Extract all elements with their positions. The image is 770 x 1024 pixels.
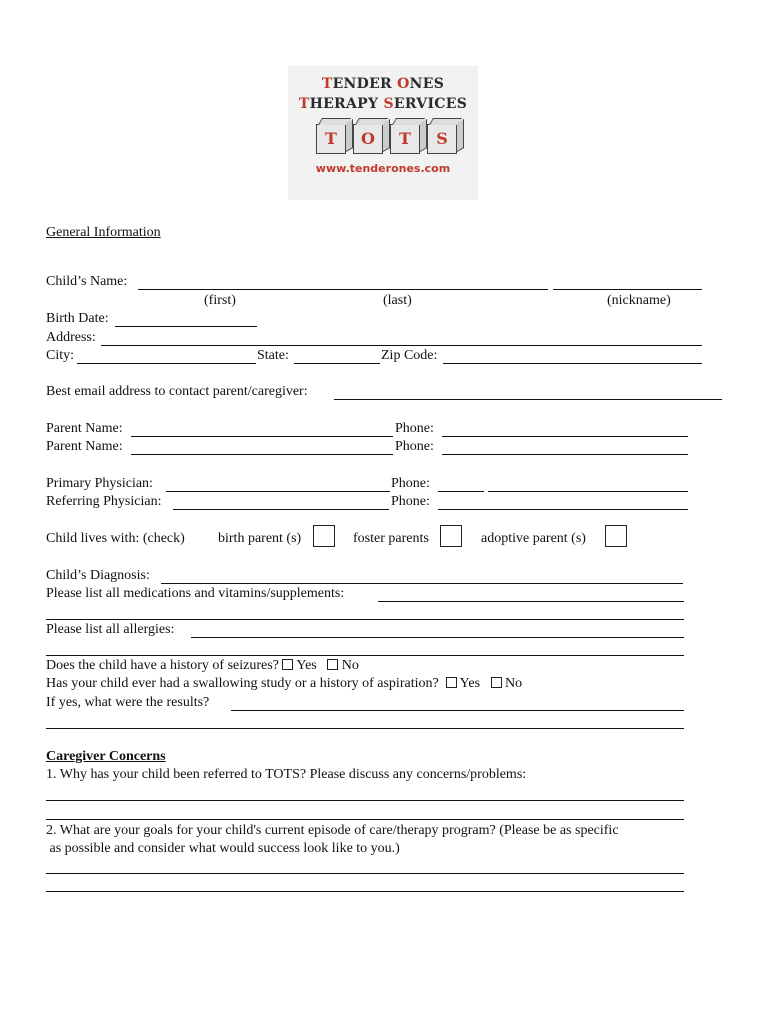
state-label: State:: [257, 348, 289, 363]
phone-1-label: Phone:: [395, 421, 434, 436]
swallowing-question: [46, 675, 522, 693]
logo-text: ENDER: [332, 76, 398, 92]
primary-physician-label: Primary Physician:: [46, 476, 153, 491]
logo-letter: T: [298, 96, 310, 112]
city-field[interactable]: [77, 363, 256, 364]
foster-parents-label: foster parents: [353, 531, 429, 546]
swallowing-text: Has your child ever had a swallowing study or a history of aspiration?: [46, 676, 439, 691]
child-name-field[interactable]: [138, 289, 548, 290]
seizures-yes-label: Yes: [296, 658, 317, 673]
question-1-field[interactable]: [46, 800, 684, 801]
referring-physician-label: Referring Physician:: [46, 494, 162, 509]
birth-parent-label: birth parent (s): [218, 531, 302, 546]
phone-4-field[interactable]: [438, 509, 688, 510]
adoptive-parent-label: adoptive parent (s): [481, 531, 586, 546]
medications-field[interactable]: [378, 601, 684, 602]
logo-letter: T: [321, 76, 333, 92]
lives-with-label: Child lives with: (check): [46, 531, 185, 546]
email-label: Best email address to contact parent/caregiver:: [46, 384, 308, 399]
phone-2-field[interactable]: [442, 454, 688, 455]
phone-3-area-field[interactable]: [438, 491, 484, 492]
allergies-label: Please list all allergies:: [46, 622, 175, 637]
referring-physician-field[interactable]: [173, 509, 389, 510]
question-2-field-2[interactable]: [46, 891, 684, 892]
adoptive-parent-checkbox[interactable]: [605, 525, 627, 547]
diagnosis-label: Child’s Diagnosis:: [46, 568, 150, 583]
city-label: City:: [46, 348, 75, 363]
state-field[interactable]: [294, 363, 380, 364]
tots-logo: [288, 66, 478, 200]
logo-letter: O: [397, 76, 410, 92]
allergies-field-2[interactable]: [46, 655, 684, 656]
phone-4-label: Phone:: [391, 494, 430, 509]
zip-field[interactable]: [443, 363, 702, 364]
seizures-yes-checkbox[interactable]: [282, 659, 293, 670]
first-hint: (first): [204, 293, 236, 308]
results-field[interactable]: [231, 710, 684, 711]
foster-parents-checkbox[interactable]: [440, 525, 462, 547]
child-nickname-field[interactable]: [553, 289, 702, 290]
logo-line-1: [288, 76, 478, 92]
seizures-text: Does the child have a history of seizures?: [46, 658, 279, 673]
address-field[interactable]: [101, 345, 702, 346]
parent-name-2-field[interactable]: [131, 454, 393, 455]
question-2-field[interactable]: [46, 873, 684, 874]
last-hint: (last): [383, 293, 412, 308]
phone-1-field[interactable]: [442, 436, 688, 437]
medications-field-2[interactable]: [46, 619, 684, 620]
logo-text: HERAPY: [309, 96, 384, 112]
medications-label: Please list all medications and vitamins/supplements:: [46, 586, 345, 601]
logo-url: www.tenderones.com: [315, 162, 451, 175]
diagnosis-field[interactable]: [161, 583, 683, 584]
swallowing-no-checkbox[interactable]: [491, 677, 502, 688]
parent-name-1-field[interactable]: [131, 436, 393, 437]
seizures-question: [46, 657, 359, 675]
nickname-hint: (nickname): [607, 293, 671, 308]
child-name-label: Child’s Name:: [46, 274, 128, 289]
swallowing-yes-label: Yes: [459, 676, 481, 691]
address-label: Address:: [46, 330, 96, 345]
parent-name-1-label: Parent Name:: [46, 421, 123, 436]
swallowing-no-label: No: [505, 676, 523, 691]
logo-block-t: T: [316, 124, 346, 154]
question-1: 1. Why has your child been referred to TOTS? Please discuss any concerns/problems:: [46, 767, 527, 782]
logo-block-s: S: [427, 124, 457, 154]
logo-block-t2: T: [390, 124, 420, 154]
phone-3-label: Phone:: [391, 476, 430, 491]
logo-line-2: [288, 96, 478, 112]
seizures-no-checkbox[interactable]: [327, 659, 338, 670]
birth-date-field[interactable]: [115, 326, 257, 327]
logo-text: ERVICES: [393, 96, 468, 112]
allergies-field[interactable]: [191, 637, 684, 638]
logo-block-o: O: [353, 124, 383, 154]
phone-2-label: Phone:: [395, 439, 434, 454]
results-label: If yes, what were the results?: [46, 695, 210, 710]
question-1-field-2[interactable]: [46, 819, 684, 820]
birth-date-label: Birth Date:: [46, 311, 109, 326]
swallowing-yes-checkbox[interactable]: [446, 677, 457, 688]
primary-physician-field[interactable]: [166, 491, 390, 492]
zip-label: Zip Code:: [381, 348, 438, 363]
phone-3-field[interactable]: [488, 491, 688, 492]
question-2-line-1: 2. What are your goals for your child's current episode of care/therapy program? (Please be as specific: [46, 823, 619, 838]
parent-name-2-label: Parent Name:: [46, 439, 123, 454]
caregiver-concerns-heading: Caregiver Concerns: [46, 749, 166, 764]
birth-parent-checkbox[interactable]: [313, 525, 335, 547]
seizures-no-label: No: [341, 658, 359, 673]
question-2-line-2: as possible and consider what would success look like to you.): [46, 841, 400, 856]
email-field[interactable]: [334, 399, 722, 400]
logo-text: NES: [409, 76, 445, 92]
logo-letter: S: [383, 96, 394, 112]
section-general-heading: General Information: [46, 225, 161, 240]
results-field-2[interactable]: [46, 728, 684, 729]
